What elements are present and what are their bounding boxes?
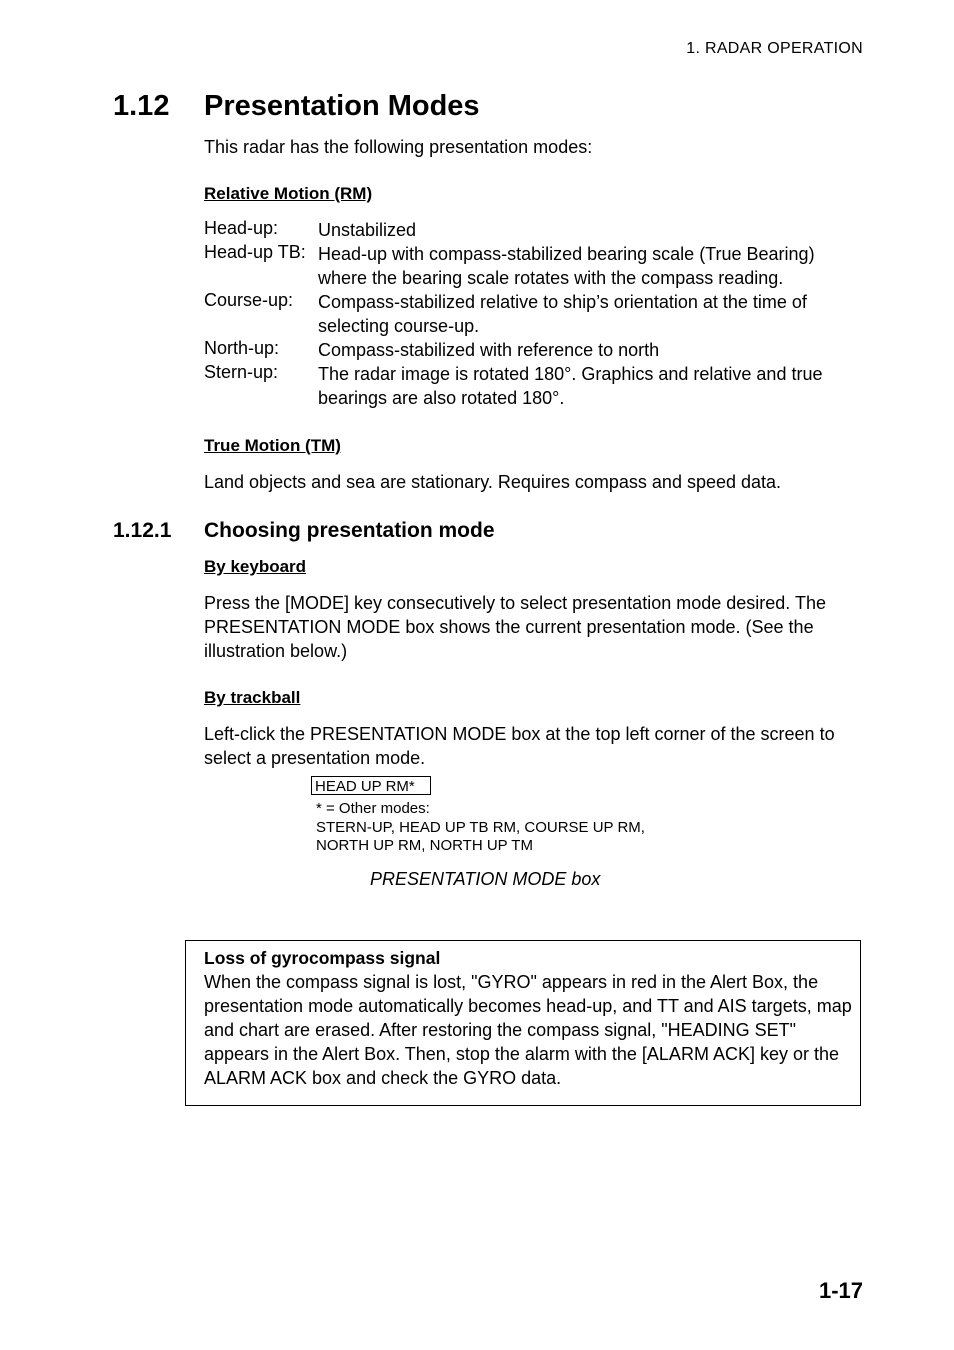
rm-term-north-up: North-up:	[204, 338, 280, 358]
section-intro: This radar has the following presentation modes:	[204, 137, 593, 157]
true-motion-heading: True Motion (TM)	[204, 436, 341, 455]
other-modes-list-1: STERN-UP, HEAD UP TB RM, COURSE UP RM,	[316, 819, 645, 836]
running-header: 1. RADAR OPERATION	[686, 40, 863, 57]
by-trackball-heading: By trackball	[204, 688, 301, 707]
presentation-mode-box: HEAD UP RM*	[311, 776, 431, 795]
true-motion-text: Land objects and sea are stationary. Requires compass and speed data.	[204, 472, 782, 492]
rm-term-head-up-tb: Head-up TB:	[204, 242, 306, 262]
rm-desc-stern-up: The radar image is rotated 180°. Graphics and relative and true bearings are also rotated 180°.	[318, 364, 823, 408]
rm-desc-north-up: Compass-stabilized with reference to north	[318, 340, 660, 360]
by-keyboard-heading: By keyboard	[204, 557, 307, 576]
page-number: 1-17	[818, 1278, 863, 1303]
section-number: 1.12	[113, 90, 170, 122]
gyro-alert-text: When the compass signal is lost, "GYRO" appears in red in the Alert Box, the presentation mode automatically becomes head-up, and TT and AIS targets, map and chart are erased. After restoring the compass signal, "HEADING SET" appears in the Alert Box. Then, stop the alarm with the [ALARM ACK] key or the ALARM ACK box and check the GYRO data.	[204, 972, 852, 1088]
subsection-number: 1.12.1	[113, 519, 172, 542]
rm-term-stern-up: Stern-up:	[204, 362, 279, 382]
subsection-title: Choosing presentation mode	[204, 519, 495, 542]
by-trackball-text: Left-click the PRESENTATION MODE box at the top left corner of the screen to select a presentation mode.	[204, 724, 835, 768]
by-keyboard-text: Press the [MODE] key consecutively to select presentation mode desired. The PRESENTATION MODE box shows the current presentation mode. (See the illustration below.)	[204, 593, 826, 661]
other-modes-list-2: NORTH UP RM, NORTH UP TM	[316, 837, 533, 854]
relative-motion-heading: Relative Motion (RM)	[204, 184, 373, 203]
rm-term-head-up: Head-up:	[204, 218, 279, 238]
rm-desc-course-up: Compass-stabilized relative to ship’s orientation at the time of selecting course-up.	[318, 292, 807, 336]
figure-caption: PRESENTATION MODE box	[370, 869, 601, 889]
section-title: Presentation Modes	[204, 90, 480, 122]
rm-desc-head-up: Unstabilized	[318, 220, 417, 240]
rm-desc-head-up-tb: Head-up with compass-stabilized bearing scale (True Bearing) where the bearing scale rotates with the compass reading.	[318, 244, 815, 288]
rm-term-course-up: Course-up:	[204, 290, 294, 310]
other-modes-note: * = Other modes:	[316, 800, 430, 817]
gyro-alert-title: Loss of gyrocompass signal	[204, 948, 441, 968]
